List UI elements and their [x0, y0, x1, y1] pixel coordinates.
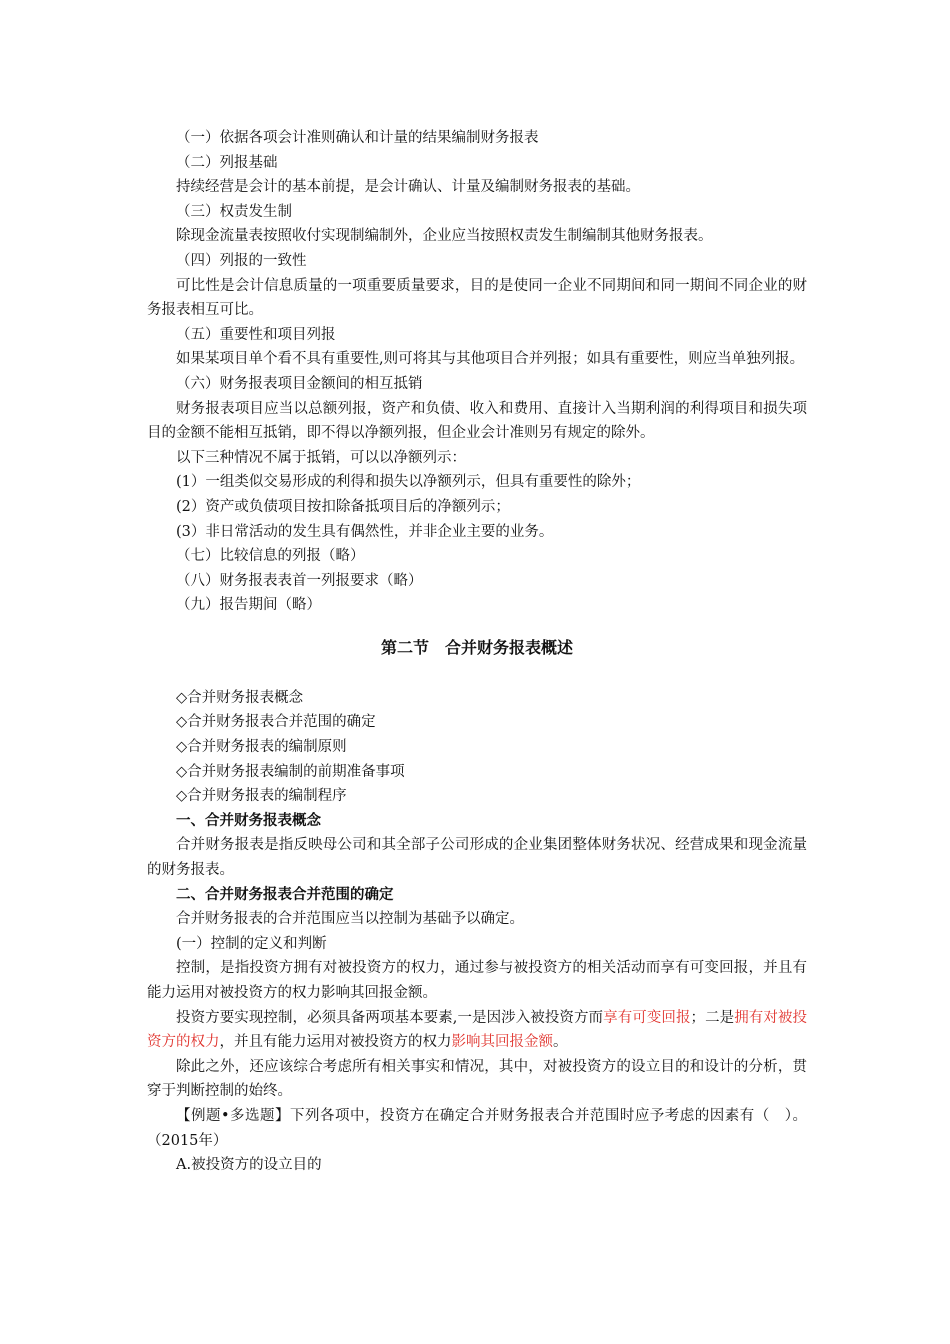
paragraph-control-definition: 控制，是指投资方拥有对被投资方的权力，通过参与被投资方的相关活动而享有可变回报，并且有能力运用对被投资方的权力影响其回报金额。 [147, 960, 807, 1001]
paragraph-item-6-intro: 以下三种情况不属于抵销，可以以净额列示： [176, 449, 466, 466]
elements-text-4: 。 [553, 1034, 568, 1051]
highlight-variable-returns: 享有可变回报 [603, 1009, 691, 1026]
heading-item-9: （九）报告期间（略） [176, 597, 321, 614]
highlight-power: 拥有对被投资方的权力 [147, 1009, 808, 1051]
list-item-case-3: (3）非日常活动的发生具有偶然性，并非企业主要的业务。 [176, 523, 554, 540]
list-item-case-2: (2）资产或负债项目按扣除备抵项目后的净额列示； [176, 498, 510, 515]
heading-item-7: （七）比较信息的列报（略） [176, 548, 365, 565]
toc-item: ◇合并财务报表的编制原则 [176, 739, 347, 756]
heading-item-8: （八）财务报表表首一列报要求（略） [176, 572, 423, 589]
toc-item: ◇合并财务报表的编制程序 [176, 788, 347, 805]
heading-item-5: （五）重要性和项目列报 [176, 326, 336, 343]
toc-item: ◇合并财务报表编制的前期准备事项 [176, 763, 405, 780]
elements-text-3: ，并且有能力运用对被投资方的权力 [219, 1034, 452, 1051]
paragraph-item-3: 除现金流量表按照收付实现制编制外，企业应当按照权责发生制编制其他财务报表。 [176, 228, 713, 245]
paragraph-consider-facts: 除此之外，还应该综合考虑所有相关事实和情况，其中，对被投资方的设立目的和设计的分析，贯穿于判断控制的始终。 [147, 1058, 807, 1100]
elements-text-1: 投资方要实现控制，必须具备两项基本要素,一是因涉入被投资方而 [176, 1009, 604, 1026]
subheading-control: (一）控制的定义和判断 [176, 935, 327, 952]
heading-item-6: （六）财务报表项目金额间的相互抵销 [176, 375, 423, 392]
section-title: 第二节 合并财务报表概述 [380, 637, 573, 657]
document-body [147, 126, 807, 1178]
toc-item: ◇合并财务报表概念 [176, 689, 304, 706]
highlight-affect-returns: 影响其回报金额 [451, 1034, 553, 1051]
example-option-a: A.被投资方的设立目的 [176, 1157, 322, 1174]
elements-text-2: ；二是 [690, 1009, 735, 1026]
paragraph-item-6: 财务报表项目应当以总额列报，资产和负债、收入和费用、直接计入当期利润的利得项目和损失项目的金额不能相互抵销，即不得以净额列报，但企业会计准则另有规定的除外。 [147, 400, 807, 442]
heading-item-2: （二）列报基础 [176, 154, 278, 171]
paragraph-item-2: 持续经营是会计的基本前提，是会计确认、计量及编制财务报表的基础。 [176, 179, 640, 196]
paragraph-item-4: 可比性是会计信息质量的一项重要质量要求，目的是使同一企业不同期间和同一期间不同企业的财务报表相互可比。 [147, 277, 807, 319]
list-item-case-1: (1）一组类似交易形成的利得和损失以净额列示，但具有重要性的除外； [176, 474, 641, 491]
subheading-scope: 二、合并财务报表合并范围的确定 [176, 886, 394, 903]
subheading-concept: 一、合并财务报表概念 [176, 812, 321, 829]
paragraph-scope: 合并财务报表的合并范围应当以控制为基础予以确定。 [176, 911, 524, 928]
heading-item-4: （四）列报的一致性 [176, 252, 307, 269]
heading-item-3: （三）权责发生制 [176, 203, 292, 220]
heading-item-1: （一）依据各项会计准则确认和计量的结果编制财务报表 [176, 130, 539, 146]
paragraph-item-5: 如果某项目单个看不具有重要性,则可将其与其他项目合并列报；如具有重要性，则应当单独列报。 [176, 351, 805, 368]
paragraph-concept: 合并财务报表是指反映母公司和其全部子公司形成的企业集团整体财务状况、经营成果和现金流量的财务报表。 [147, 837, 807, 879]
example-question: 【例题•多选题】下列各项中，投资方在确定合并财务报表合并范围时应予考虑的因素有（ ）。（2015年） [147, 1107, 807, 1149]
toc-item: ◇合并财务报表合并范围的确定 [176, 714, 376, 731]
paragraph-control-elements [147, 1006, 807, 1055]
